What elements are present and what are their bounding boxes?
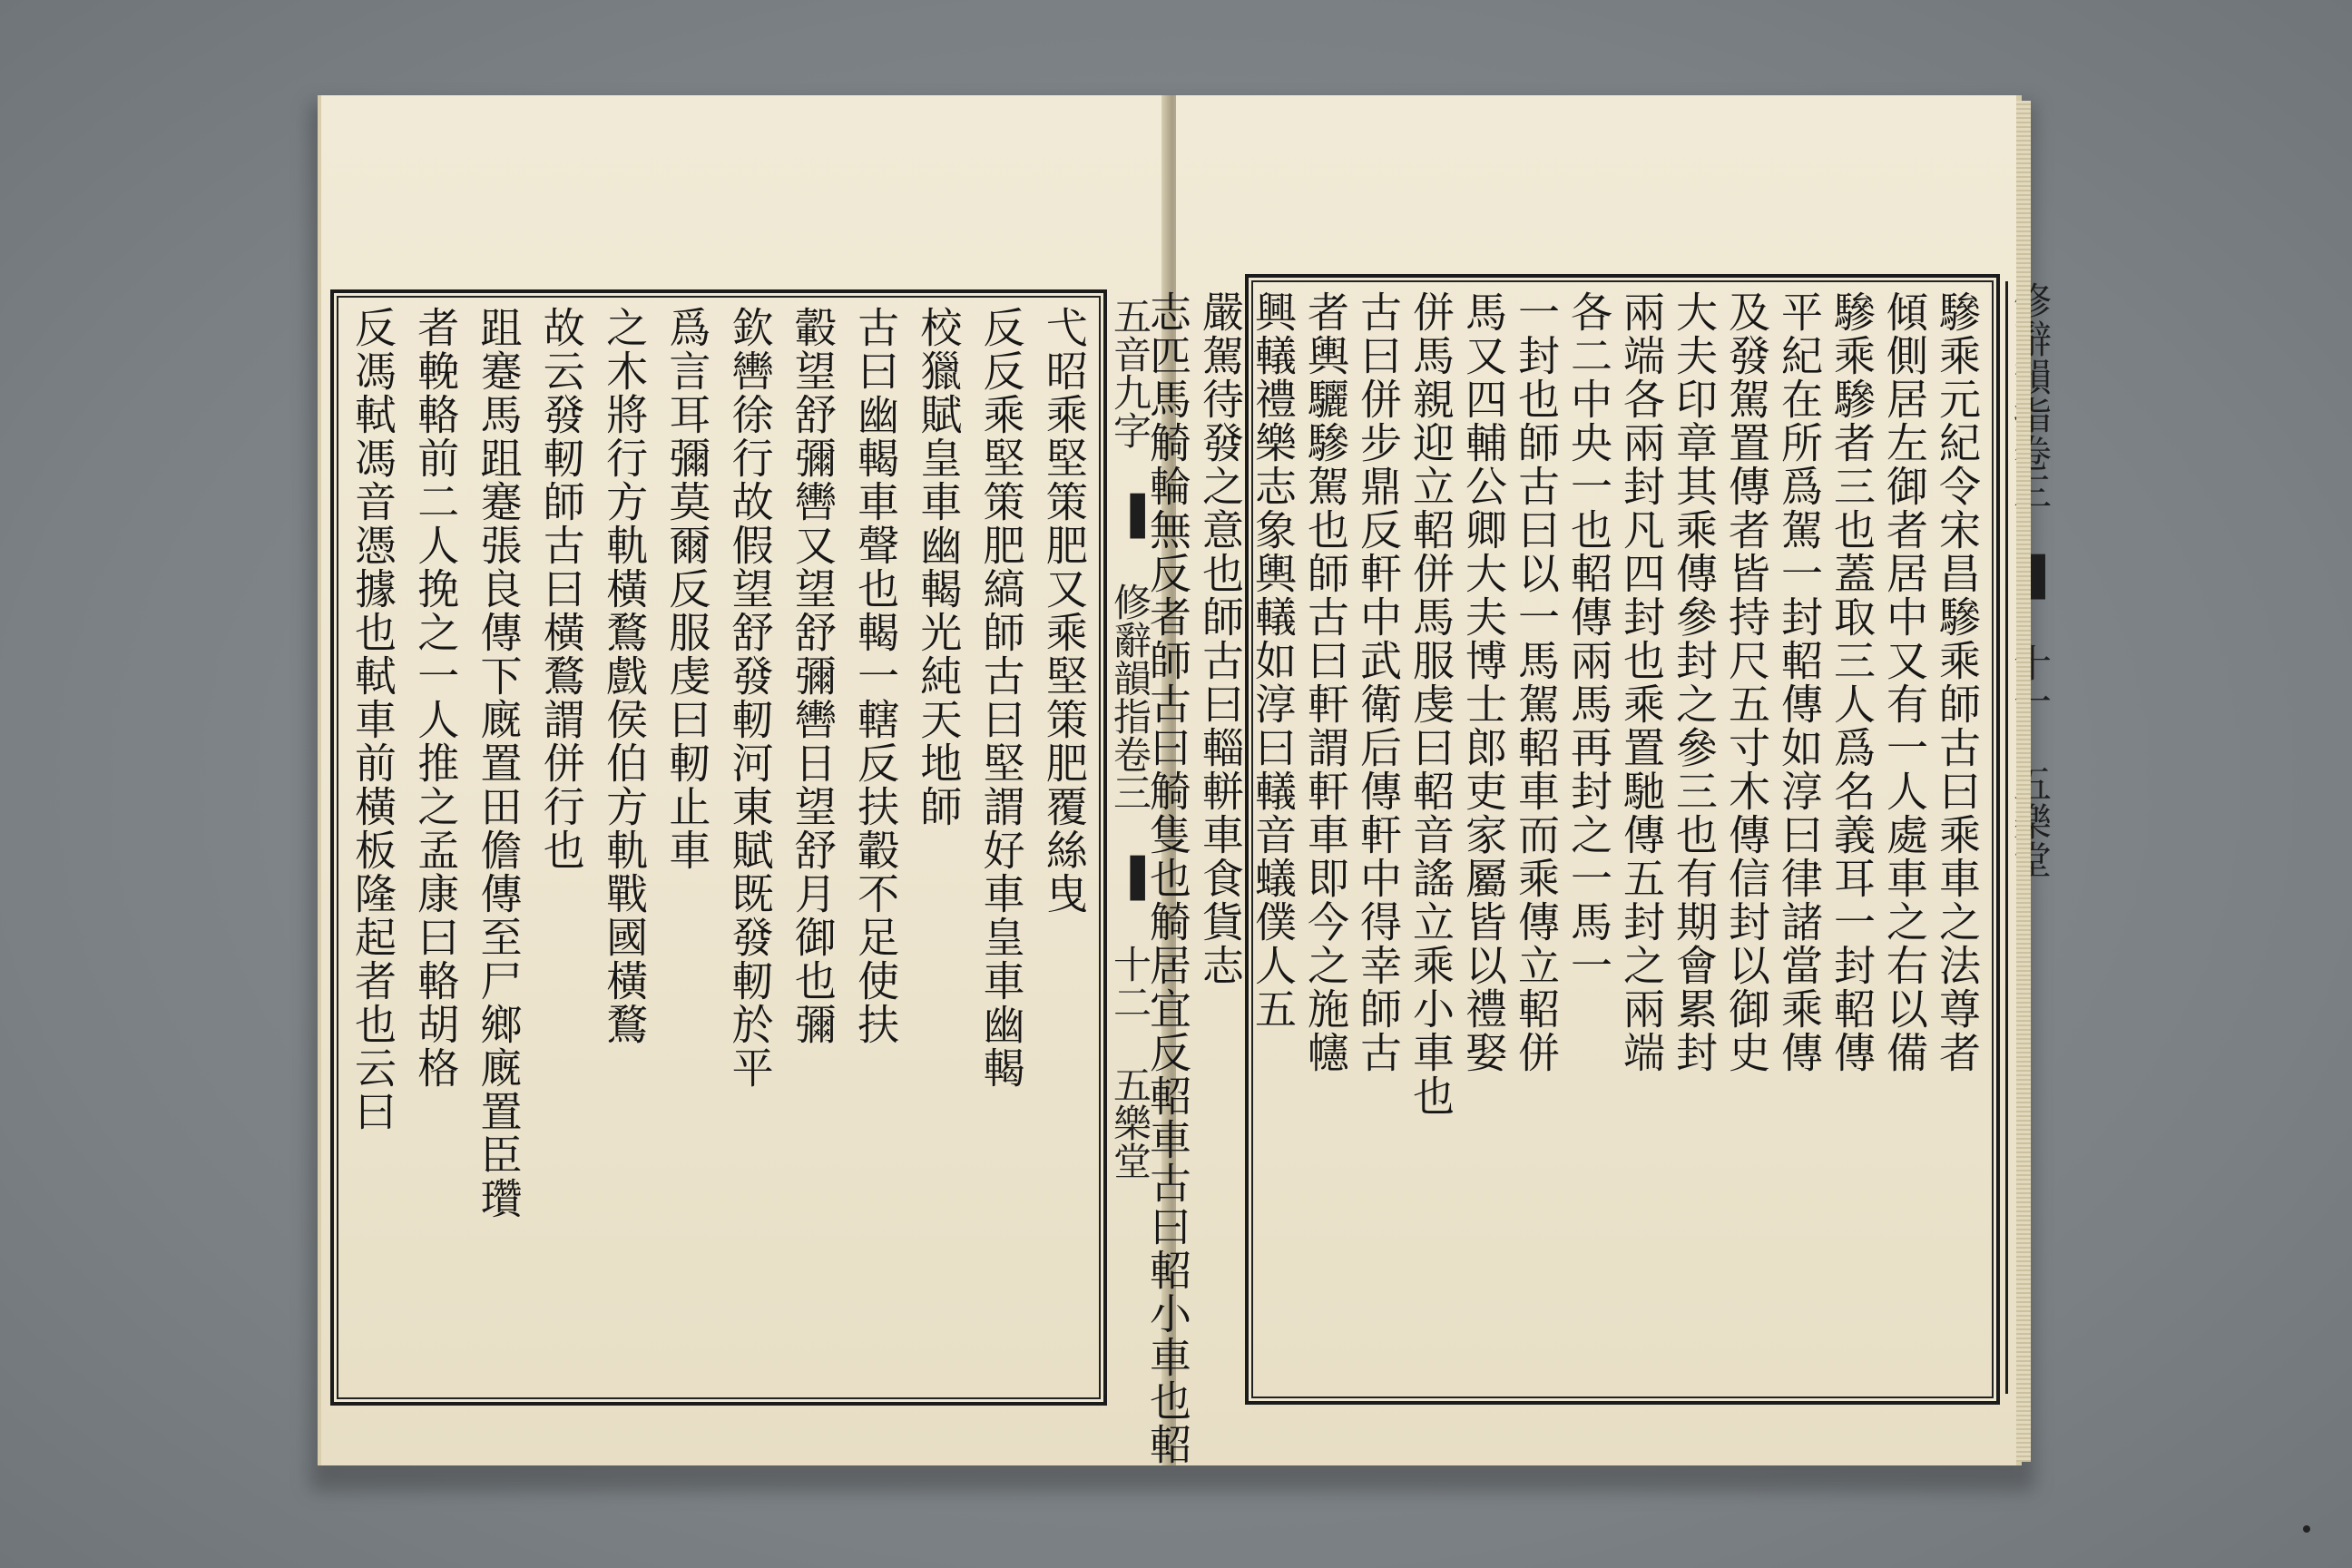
right-column-7: 兩端各兩封凡四封也乘置馳傳五封之兩端 — [1617, 290, 1666, 1074]
left-column-7: 爲言耳彌莫爾反服虔曰軔止車 — [662, 306, 712, 872]
right-column-9: 一封也師古曰以一馬駕軺車而乘傳立軺併 — [1512, 290, 1561, 1074]
left-fold-margin: 五音九字 ▐ 修辭韻指卷三 ▐ 十二 五樂堂 — [1103, 297, 1150, 1395]
right-text-frame — [1143, 274, 2000, 1466]
left-column-8: 之木將行方軌橫鶩戲侯伯方軌戰國橫鶩 — [600, 306, 650, 1046]
right-column-16: 志匹馬觭輪無反者師古曰觭隻也觭居宜反軺車古曰軺小車也軺 — [1143, 290, 1192, 1466]
left-column-5: 轂望舒彌轡又望舒彌轡日望舒月御也彌 — [788, 306, 838, 1046]
open-book — [318, 95, 2024, 1475]
left-column-12: 反馮軾馮音憑據也軾車前橫板隆起者也云曰 — [348, 306, 397, 1133]
right-column-12: 古曰併步鼎反軒中武衛后傳軒中得幸師古 — [1354, 290, 1403, 1074]
right-column-13: 者輿驪驂駕也師古曰軒謂軒車即今之施幰 — [1301, 290, 1350, 1074]
right-column-2: 傾側居左御者居中又有一人處車之右以備 — [1880, 290, 1929, 1074]
right-column-14: 興轙禮樂志象輿轙如淳曰轙音蟻僕人五 — [1249, 290, 1298, 1031]
right-column-10: 馬又四輔公卿大夫博士郎吏家屬皆以禮娶 — [1459, 290, 1508, 1074]
right-column-3: 驂乘驂者三也蓋取三人爲名義耳一封軺傳 — [1828, 290, 1877, 1074]
left-column-10: 跙蹇馬跙蹇張良傳下廐置田儋傳至尸鄉廐置臣瓚 — [474, 306, 524, 1220]
right-column-11: 併馬親迎立軺併馬服虔曰軺音謠立乘小車也 — [1406, 290, 1455, 1118]
page-stack-edge — [2016, 101, 2031, 1462]
right-column-8: 各二中央一也軺傳兩馬再封之一馬一 — [1564, 290, 1613, 987]
right-column-6: 大夫印章其乘傳參封之參三也有期會累封 — [1670, 290, 1719, 1074]
left-column-9: 故云發軔師古曰橫鶩謂併行也 — [536, 306, 586, 872]
right-column-4: 平紀在所爲駕一封軺傳如淳曰律諸當乘傳 — [1775, 290, 1824, 1074]
left-text-frame — [330, 289, 1107, 1406]
right-columns — [1143, 290, 1984, 1466]
left-page — [318, 95, 1174, 1465]
left-column-3: 校獵賦皇車幽輵光純天地師 — [914, 306, 964, 828]
right-column-5: 及發駕置傳者皆持尺五寸木傳信封以御史 — [1722, 290, 1771, 1074]
left-column-11: 者輓輅前二人挽之一人推之孟康曰輅胡格 — [411, 306, 461, 1090]
left-column-1: 弋昭乘堅策肥又乘堅策肥覆絲曳 — [1039, 306, 1089, 916]
left-column-2: 反反乘堅策肥縞師古曰堅謂好車皇車幽輵 — [976, 306, 1026, 1090]
right-column-15: 嚴駕待發之意也師古曰輜軿車食貨志 — [1196, 290, 1245, 987]
ink-spot — [2303, 1525, 2310, 1533]
left-columns — [347, 306, 1091, 1389]
right-column-1: 驂乘元紀令宋昌驂乘師古曰乘車之法尊者 — [1933, 290, 1982, 1074]
left-column-6: 欽轡徐行故假望舒發軔河東賦既發軔於平 — [725, 306, 775, 1090]
left-column-4: 古曰幽輵車聲也輵一轄反扶轂不足使扶 — [851, 306, 901, 1046]
